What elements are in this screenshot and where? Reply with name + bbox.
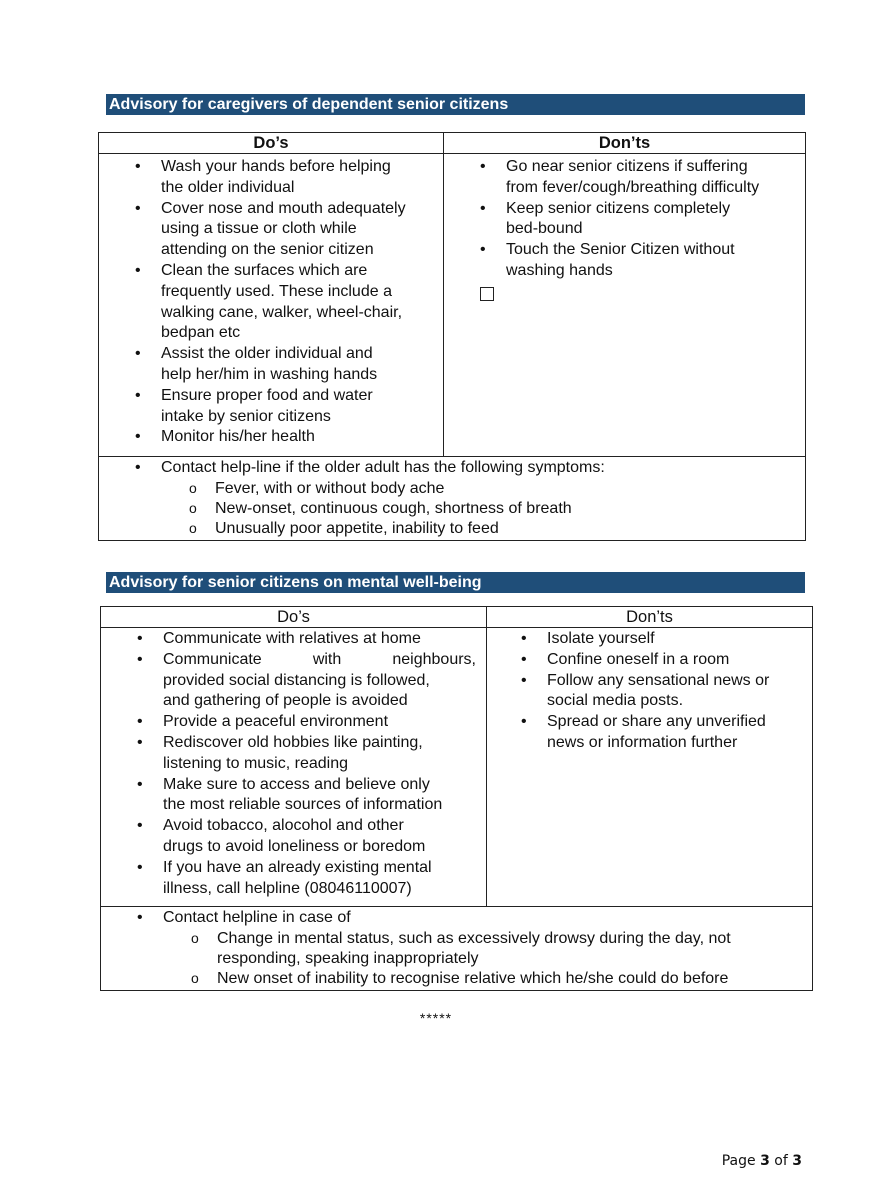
dos-header: Do’s	[99, 133, 444, 154]
list-item: • Assist the older individual and help her/him in washing hands	[161, 344, 439, 386]
sublist-item: o Unusually poor appetite, inability to feed	[215, 519, 801, 539]
section-1-title: Advisory for caregivers of dependent senior citizens	[106, 94, 805, 115]
dos-cell	[101, 628, 487, 907]
list-item: • Keep senior citizens completely bed-bound	[506, 199, 801, 241]
donts-header: Don’ts	[487, 607, 813, 628]
donts-cell	[487, 628, 813, 907]
list-item: • Ensure proper food and water intake by senior citizens	[161, 386, 439, 428]
sublist-item: o New onset of inability to recognise relative which he/she could do before	[217, 969, 808, 989]
donts-list	[547, 629, 808, 754]
dos-list	[161, 157, 439, 448]
symptoms-cell	[99, 457, 806, 541]
list-item: • Avoid tobacco, alocohol and other drugs to avoid loneliness or boredom	[163, 816, 476, 858]
list-item: • Go near senior citizens if suffering from fever/cough/breathing difficulty	[506, 157, 801, 199]
list-item: • Make sure to access and believe only the most reliable sources of information	[163, 775, 476, 817]
sublist-item: o New-onset, continuous cough, shortness of breath	[215, 499, 801, 519]
donts-cell	[444, 154, 806, 457]
list-item: • Contact helpline in case of o Change in mental status, such as excessively drowsy during the day, not responding, speaking inappropriately o New onset of inability to recognise relative which he/she could do before	[163, 908, 808, 989]
list-item: • Isolate yourself	[547, 629, 808, 650]
list-item: • Wash your hands before helping the older individual	[161, 157, 439, 199]
list-item: • Clean the surfaces which are frequently used. These include a walking cane, walker, wheel-chair, bedpan etc	[161, 261, 439, 344]
page-number: Page 3 of 3	[721, 1153, 802, 1169]
list-item: • Contact help-line if the older adult has the following symptoms: o Fever, with or without body ache o New-onset, continuous cough, shortness of breath o Unusually poor appetite, inability to feed	[161, 458, 801, 539]
section-2-title: Advisory for senior citizens on mental well-being	[106, 572, 805, 593]
list-item: • Touch the Senior Citizen without washing hands	[506, 240, 801, 282]
sublist-item: o Fever, with or without body ache	[215, 479, 801, 499]
list-item: • Spread or share any unverified news or information further	[547, 712, 808, 754]
list-item: • Monitor his/her health	[161, 427, 439, 448]
list-item: • Provide a peaceful environment	[163, 712, 476, 733]
dos-list	[163, 629, 476, 899]
list-item: • Confine oneself in a room	[547, 650, 808, 671]
sublist-item: o Change in mental status, such as excessively drowsy during the day, not responding, speaking inappropriately	[217, 929, 808, 969]
donts-list	[506, 157, 801, 282]
dos-header: Do’s	[101, 607, 487, 628]
list-item: • Rediscover old hobbies like painting, listening to music, reading	[163, 733, 476, 775]
end-marker: *****	[419, 1010, 453, 1026]
caregivers-advisory-table	[98, 132, 806, 541]
dos-cell	[99, 154, 444, 457]
list-item: • Follow any sensational news or social media posts.	[547, 671, 808, 713]
mental-wellbeing-advisory-table	[100, 606, 813, 991]
helpline-sublist	[217, 929, 808, 989]
symptoms-sublist	[215, 479, 801, 539]
list-item: • Cover nose and mouth adequately using a tissue or cloth while attending on the senior citizen	[161, 199, 439, 261]
donts-header: Don’ts	[444, 133, 806, 154]
checkbox-icon	[480, 287, 494, 301]
list-item: • Communicate with relatives at home	[163, 629, 476, 650]
list-item: • If you have an already existing mental illness, call helpline (08046110007)	[163, 858, 476, 900]
helpline-cell	[101, 907, 813, 991]
list-item: • Communicate with neighbours, provided social distancing is followed, and gathering of people is avoided	[163, 650, 476, 712]
helpline-list	[163, 908, 808, 989]
symptoms-list	[161, 458, 801, 539]
